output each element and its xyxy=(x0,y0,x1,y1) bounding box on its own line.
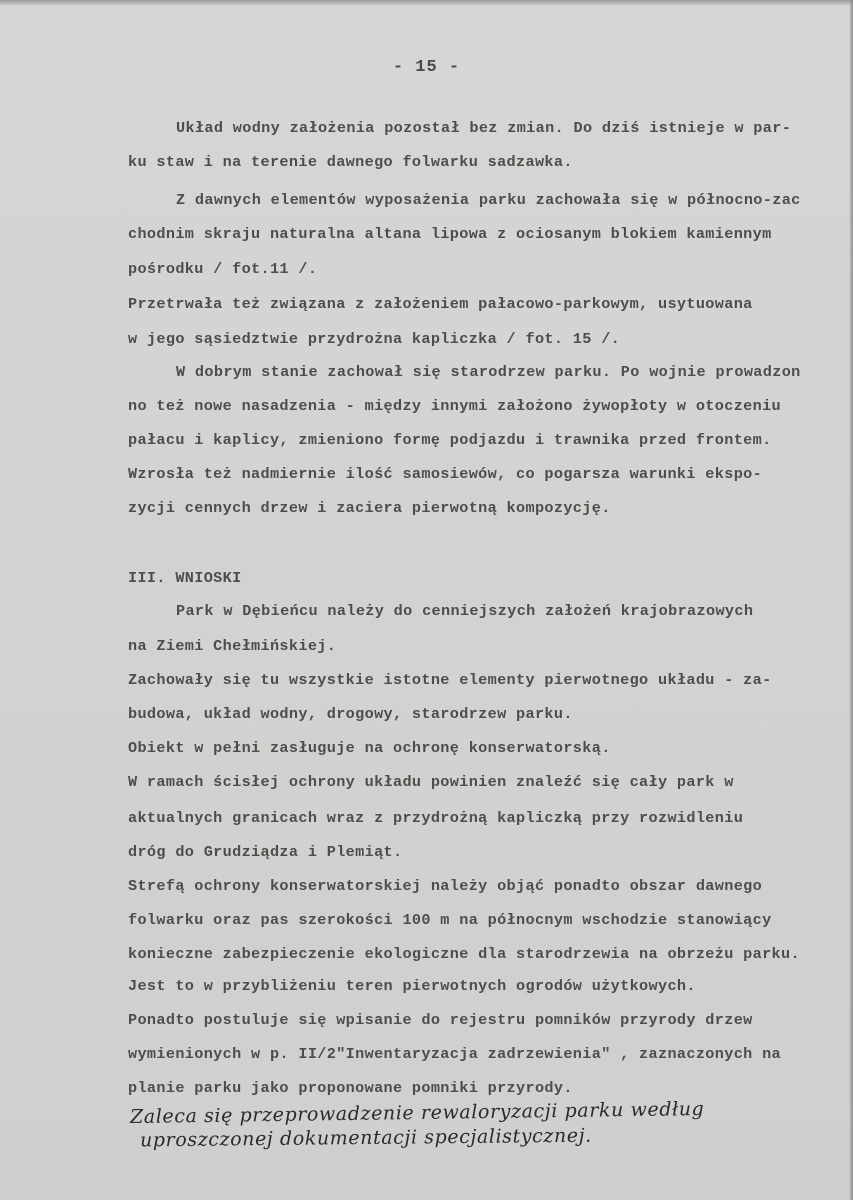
text-line: Obiekt w pełni zasługuje na ochronę konserwatorską. xyxy=(128,739,611,757)
text-line: pośrodku / fot.11 /. xyxy=(128,260,318,278)
text-line: chodnim skraju naturalna altana lipowa z ociosanym blokiem kamiennym xyxy=(128,225,772,243)
text-line: W dobrym stanie zachował się starodrzew parku. Po wojnie prowadzon xyxy=(176,363,801,381)
text-line: folwarku oraz pas szerokości 100 m na północnym wschodzie stanowiący xyxy=(128,911,772,929)
text-line: Strefą ochrony konserwatorskiej należy objąć ponadto obszar dawnego xyxy=(128,877,763,895)
text-line: dróg do Grudziądza i Plemiąt. xyxy=(128,843,403,861)
text-line: no też nowe nasadzenia - między innymi założono żywopłoty w otoczeniu xyxy=(128,397,782,415)
text-line: W ramach ścisłej ochrony układu powinien znaleźć się cały park w xyxy=(128,773,734,791)
text-line: budowa, układ wodny, drogowy, starodrzew parku. xyxy=(128,705,573,723)
text-line: aktualnych granicach wraz z przydrożną kapliczką przy rozwidleniu xyxy=(128,809,744,827)
section-heading: III. WNIOSKI xyxy=(128,569,242,587)
handwritten-note-line: Zaleca się przeprowadzenie rewaloryzacji parku według xyxy=(129,1097,705,1129)
text-line: planie parku jako proponowane pomniki przyrody. xyxy=(128,1079,573,1097)
handwritten-note-line: uproszczonej dokumentacji specjalistycznej. xyxy=(139,1124,592,1152)
text-line: w jego sąsiedztwie przydrożna kapliczka / fot. 15 /. xyxy=(128,330,621,348)
page-number: - 15 - xyxy=(392,58,461,77)
scan-edge-top xyxy=(0,0,853,6)
text-line: Ponadto postuluje się wpisanie do rejestru pomników przyrody drzew xyxy=(128,1011,753,1029)
text-line: pałacu i kaplicy, zmieniono formę podjazdu i trawnika przed frontem. xyxy=(128,431,772,449)
text-line: Przetrwała też związana z założeniem pałacowo-parkowym, usytuowana xyxy=(128,295,753,313)
text-line: Park w Dębieńcu należy do cenniejszych założeń krajobrazowych xyxy=(176,602,754,620)
text-line: ku staw i na terenie dawnego folwarku sadzawka. xyxy=(128,153,573,171)
text-line: Z dawnych elementów wyposażenia parku zachowała się w północno-zac xyxy=(176,191,801,209)
text-line: na Ziemi Chełmińskiej. xyxy=(128,637,337,655)
text-line: wymienionych w p. II/2"Inwentaryzacja zadrzewienia" , zaznaczonych na xyxy=(128,1045,782,1063)
text-line: Zachowały się tu wszystkie istotne elementy pierwotnego układu - za- xyxy=(128,671,772,689)
text-line: Jest to w przybliżeniu teren pierwotnych ogrodów użytkowych. xyxy=(128,977,696,995)
text-line: konieczne zabezpieczenie ekologiczne dla starodrzewia na obrzeżu parku. xyxy=(128,945,800,963)
text-line: Układ wodny założenia pozostał bez zmian. Do dziś istnieje w par- xyxy=(176,119,792,137)
scan-edge-right xyxy=(849,0,853,1200)
text-line: Wzrosła też nadmiernie ilość samosiewów, co pogarsza warunki ekspo- xyxy=(128,465,763,483)
text-line: zycji cennych drzew i zaciera pierwotną kompozycję. xyxy=(128,499,611,517)
